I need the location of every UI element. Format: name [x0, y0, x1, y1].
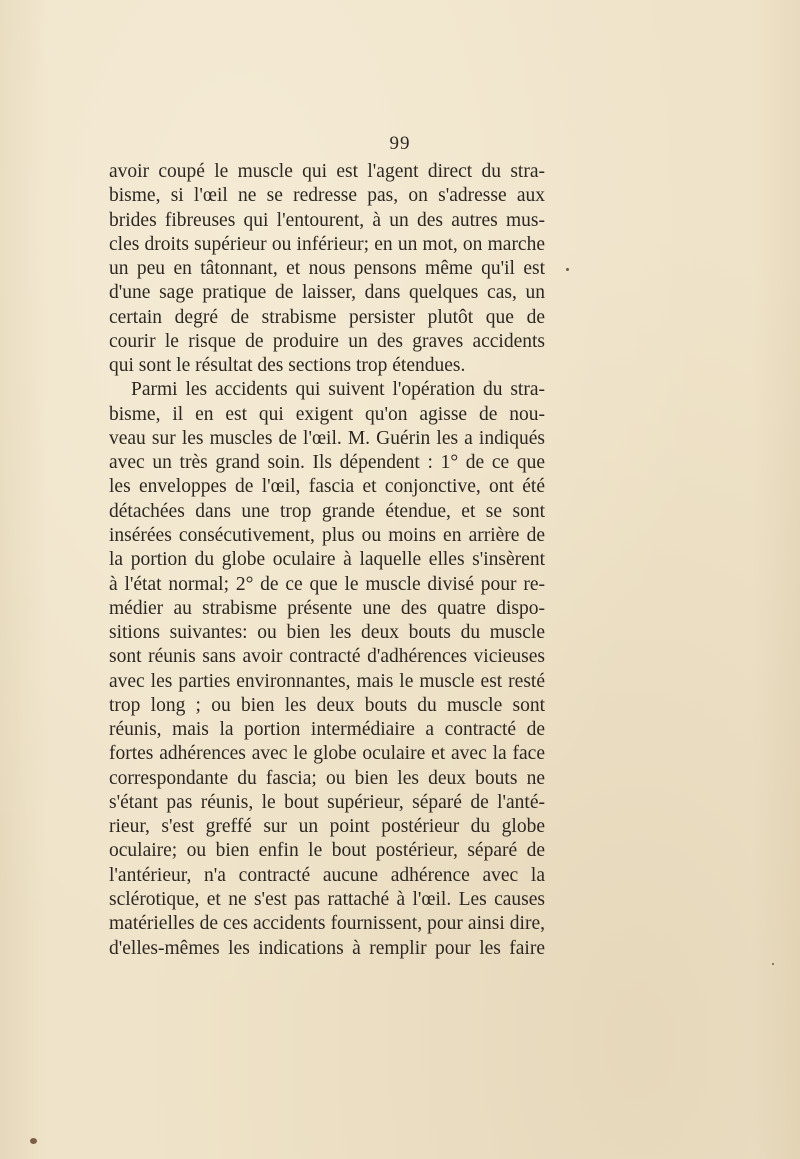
text-line: bisme, il en est qui exigent qu'on agisse de nou- [109, 403, 545, 425]
text-line: médier au strabisme présente une des quatre dispo- [109, 597, 545, 619]
paper-speck [566, 268, 569, 271]
text-line: d'une sage pratique de laisser, dans quelques cas, un [109, 282, 545, 304]
text-line: avec les parties environnantes, mais le muscle est resté [109, 670, 545, 692]
paper-speck [772, 963, 774, 965]
text-line: Parmi les accidents qui suivent l'opération du stra- [131, 379, 545, 401]
text-line: correspondante du fascia; ou bien les deux bouts ne [109, 767, 545, 789]
text-line: bisme, si l'œil ne se redresse pas, on s'adresse aux [109, 185, 545, 207]
text-line: la portion du globe oculaire à laquelle elles s'insèrent [109, 549, 545, 571]
text-line: détachées dans une trop grande étendue, et se sont [109, 500, 545, 522]
text-line: s'étant pas réunis, le bout supérieur, séparé de l'anté- [109, 791, 545, 813]
paper-speck [30, 1138, 37, 1144]
text-line: les enveloppes de l'œil, fascia et conjonctive, ont été [109, 476, 545, 498]
text-line: oculaire; ou bien enfin le bout postérieur, séparé de [109, 840, 545, 862]
text-line: avoir coupé le muscle qui est l'agent direct du stra- [109, 161, 545, 182]
text-line: sitions suivantes: ou bien les deux bouts du muscle [109, 622, 545, 644]
text-line: qui sont le résultat des sections trop étendues. [109, 355, 466, 377]
text-line: fortes adhérences avec le globe oculaire et avec la face [109, 743, 545, 765]
text-line: avec un très grand soin. Ils dépendent : 1° de ce que [109, 452, 545, 474]
text-line: brides fibreuses qui l'entourent, à un des autres mus- [109, 209, 545, 231]
text-line: veau sur les muscles de l'œil. M. Guérin les a indiqués [109, 427, 545, 449]
text-line: trop long ; ou bien les deux bouts du muscle sont [109, 694, 545, 716]
text-line: rieur, s'est greffé sur un point postérieur du globe [109, 816, 545, 838]
body-text [109, 160, 545, 961]
text-line: d'elles-mêmes les indications à remplir pour les faire [109, 937, 545, 959]
text-line: sclérotique, et ne s'est pas rattaché à l'œil. Les causes [109, 888, 545, 910]
text-line: cles droits supérieur ou inférieur; en un mot, on marche [109, 233, 545, 255]
text-line: à l'état normal; 2° de ce que le muscle divisé pour re- [109, 573, 545, 595]
text-line: certain degré de strabisme persister plutôt que de [109, 306, 545, 328]
text-line: l'antérieur, n'a contracté aucune adhérence avec la [109, 864, 545, 886]
text-line: réunis, mais la portion intermédiaire a contracté de [109, 719, 545, 741]
text-line: courir le risque de produire un des graves accidents [109, 330, 545, 352]
text-line: insérées consécutivement, plus ou moins en arrière de [109, 524, 545, 546]
text-line: sont réunis sans avoir contracté d'adhérences vicieuses [109, 646, 545, 668]
text-line: un peu en tâtonnant, et nous pensons même qu'il est [109, 258, 545, 280]
page-number: 99 [389, 133, 411, 154]
text-line: matérielles de ces accidents fournissent, pour ainsi dire, [109, 913, 545, 935]
